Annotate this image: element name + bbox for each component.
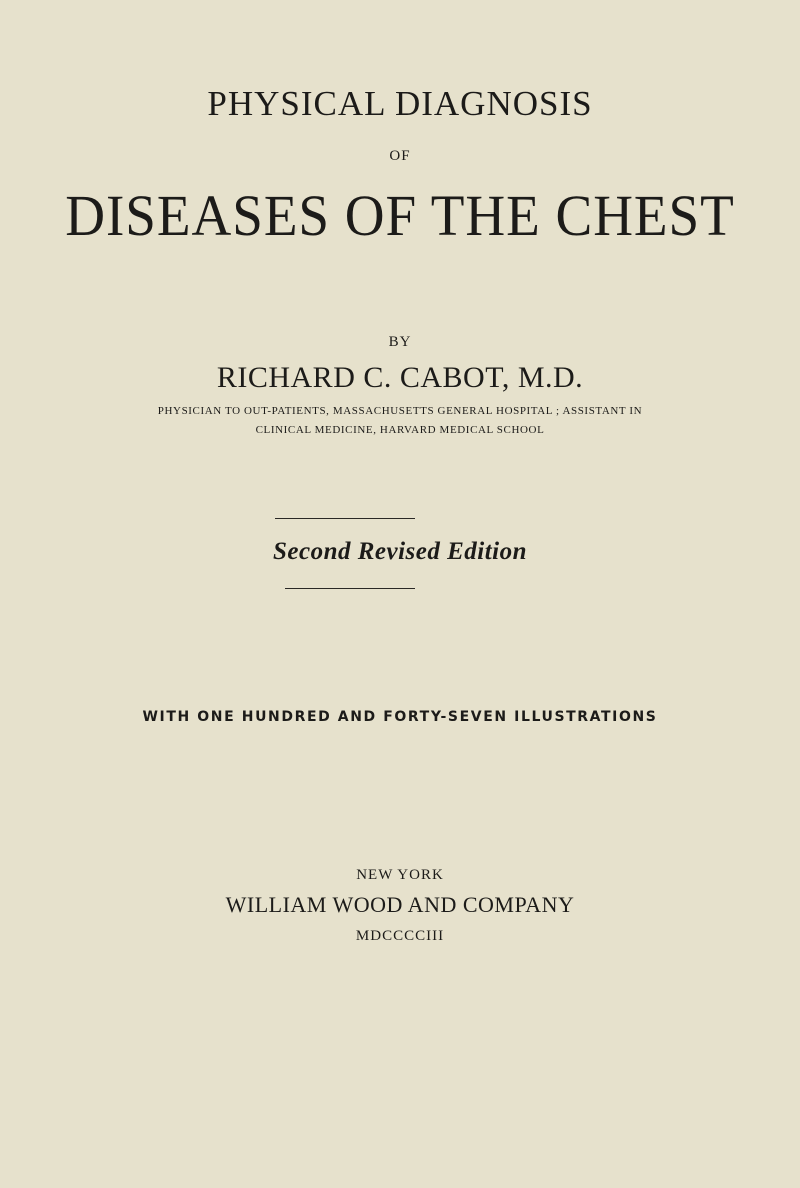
by-label: BY — [388, 334, 412, 350]
title-connector: OF — [389, 148, 411, 164]
book-title-line-1: PHYSICAL DIAGNOSIS — [207, 84, 593, 123]
publication-place: NEW YORK — [356, 867, 444, 883]
author-name: RICHARD C. CABOT, M.D. — [216, 361, 584, 394]
illustrations-note: WITH ONE HUNDRED AND FORTY-SEVEN ILLUSTRATIONS — [142, 709, 658, 725]
edition-rule-top — [275, 518, 415, 519]
book-title-line-2: DISEASES OF THE CHEST — [65, 183, 735, 248]
author-credentials-line-1: PHYSICIAN TO OUT-PATIENTS, MASSACHUSETTS GENERAL HOSPITAL ; ASSISTANT IN — [157, 405, 643, 417]
publication-year: MDCCCCIII — [355, 928, 445, 944]
publisher-name: WILLIAM WOOD AND COMPANY — [225, 892, 575, 917]
author-credentials-line-2: CLINICAL MEDICINE, HARVARD MEDICAL SCHOOL — [255, 424, 545, 436]
edition-rule-bottom — [285, 588, 415, 589]
edition-statement: Second Revised Edition — [272, 538, 528, 565]
